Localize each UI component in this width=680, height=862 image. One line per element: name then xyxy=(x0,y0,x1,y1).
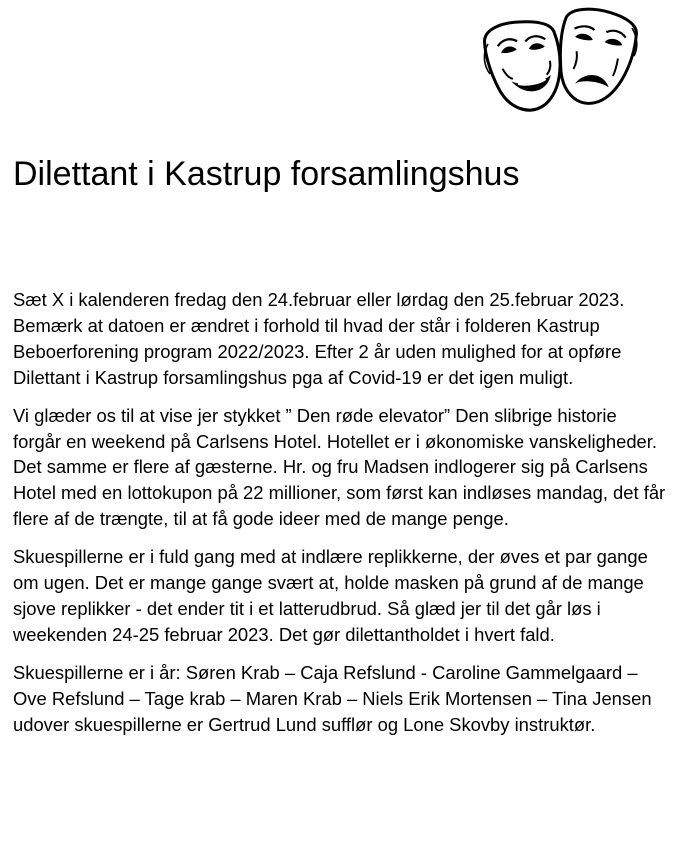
article-body xyxy=(13,287,668,738)
theater-masks-icon xyxy=(480,4,640,124)
paragraph-rehearsal: Skuespillerne er i fuld gang med at indlære replikkerne, der øves et par gange om ugen. Det er mange gange svært at, holde masken på grund af de mange sjove replikker - det ender tit i et latterudbrud. Så glæd jer til det går løs i weekenden 24-25 februar 2023. Det gør dilettantholdet i hvert fald. xyxy=(13,546,648,645)
paragraph-cast: Skuespillerne er i år: Søren Krab – Caja Refslund - Caroline Gammelgaard – Ove Refslund – Tage krab – Maren Krab – Niels Erik Mortensen – Tina Jensen udover skuespillerne er Gertrud Lund sufflør og Lone Skovby instruktør. xyxy=(13,661,652,735)
comedy-mask xyxy=(481,14,570,117)
tragedy-mask xyxy=(551,4,640,109)
page-title: Dilettant i Kastrup forsamlingshus xyxy=(13,155,520,193)
paragraph-date: Sæt X i kalenderen fredag den 24.februar eller lørdag den 25.februar 2023. Bemærk at datoen er ændret i forhold til hvad der står i folderen Kastrup Beboerforening program 2022/2023. Efter 2 år uden mulighed for at opføre Dilettant i Kastrup forsamlingshus pga af Covid-19 er det igen muligt. xyxy=(13,289,625,388)
paragraph-play: Vi glæder os til at vise jer stykket ” Den røde elevator” Den slibrige historie forgår en weekend på Carlsens Hotel. Hotellet er i økonomiske vanskeligheder. Det samme er flere af gæsterne. Hr. og fru Madsen indlogerer sig på Carlsens Hotel med en lottokupon på 22 millioner, som først kan indløses mandag, det får flere af de trængte, til at få gode ideer med de mange penge. xyxy=(13,404,666,530)
